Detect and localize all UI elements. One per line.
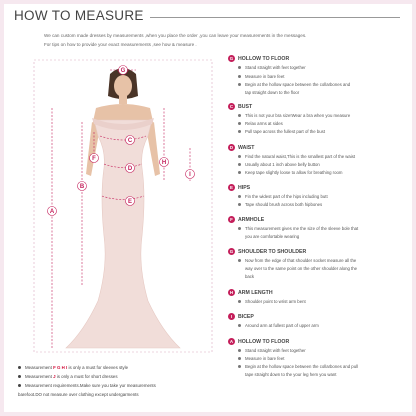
list-item: Measure in bare feet [238,74,284,79]
list-item-cont: back [245,274,255,279]
section-e-hips [228,184,250,191]
bullet-icon [238,300,241,303]
list-item: Around arm at fullest part of upper arm [238,323,319,328]
bullet-icon [18,366,21,369]
section-title: ARMHOLE [238,216,265,223]
bullet-icon [238,357,241,360]
section-c-bust [228,103,252,110]
section-f-armhole [228,216,264,223]
label-h: H [161,160,167,166]
list-item: Stand straight with feet together [238,348,306,353]
section-a-hollow-to-floor [228,338,289,345]
label-d: D [127,166,133,172]
note-barefoot: barefoot.DO not measure over clothing except undergarments [18,392,139,397]
list-item: This is not your bra size!Wear a bra when you measure [238,113,350,118]
label-b: B [79,184,85,190]
label-a: A [49,209,55,215]
section-title: BUST [238,103,253,110]
bullet-icon [238,365,241,368]
bullet-icon [238,130,241,133]
note-sleeves: Measurement F G H I is only a must for sleeves style [18,365,128,370]
list-item: Begin at the hollow space between the collarbones and [238,82,350,87]
list-item: Keep tape slightly loose to allow for breathing room [238,170,342,175]
red-letters: F G H I [53,365,68,370]
bullet-icon [18,375,21,378]
list-item: Measure in bare feet [238,356,284,361]
badge-i: I [228,313,235,320]
list-item-cont: tap straight down to the floor [245,90,300,95]
section-d-waist [228,144,254,151]
bullet-icon [238,195,241,198]
list-item: Now from the edge of that shoulder socket measure all the [238,258,356,263]
badge-h: H [229,290,234,295]
list-item: Tape should brush across both hipbones [238,202,322,207]
bullet-icon [238,155,241,158]
list-item: Relax arms at sides [238,121,283,126]
section-i-bicep [228,313,254,320]
label-g: G [120,68,126,74]
list-item: Pull tape across the fullest part of the bust [238,129,325,134]
red-letters: J [53,374,56,379]
bullet-icon [238,349,241,352]
badge-c: C [229,104,234,109]
bullet-icon [238,227,241,230]
bullet-icon [238,66,241,69]
bullet-icon [238,163,241,166]
list-item: Begin at the hollow space between the collarbones and pull [238,364,358,369]
section-title: HOLLOW TO FLOOR [238,55,290,62]
bullet-icon [238,259,241,262]
badge-e: E [228,184,235,191]
intro-line-2: For tips on how to provide your exact measurements ,see how & measure . [44,42,197,47]
note-short: Measurement J is only a must for short dresses [18,374,118,379]
section-g-hollow-to-floor [228,55,289,62]
section-title: HOLLOW TO FLOOR [238,338,290,345]
section-h-arm-length [228,289,273,296]
page-title: HOW TO MEASURE [14,8,144,23]
bullet-icon [238,83,241,86]
label-e: E [127,199,133,205]
label-c: C [127,138,133,144]
bullet-icon [238,171,241,174]
bullet-icon [238,203,241,206]
section-g-shoulder [228,248,306,255]
section-title: HIPS [238,184,251,191]
list-item: Stand straight with feet together [238,65,306,70]
bullet-icon [238,324,241,327]
section-title: ARM LENGTH [238,289,273,296]
section-title: BICEP [238,313,254,320]
bullet-icon [238,122,241,125]
badge-d: D [229,145,234,150]
label-f: F [92,156,96,162]
list-item-cont: you are comfortable wearing [245,234,300,239]
intro-line-1: We can custom made dresses by measurements ,when you place the order ,you can leave your measurements in the messages. [44,33,307,38]
list-item: Shoulder point to wrist arm bent [238,299,306,304]
list-item-cont: tape straight down to the your leg hem you want [245,372,337,377]
list-item: Fin the widest part of the hips including butt [238,194,328,199]
list-item: Find the natural waist,This is the smallest part of the waist [238,154,355,159]
badge-f: F [228,216,235,223]
list-item: This measurement gives me the size of the sleeve bole that [238,226,358,231]
note-requirements: Measurement requirements.Make sure you take yur measurements [18,383,156,388]
bullet-icon [238,75,241,78]
bullet-icon [238,114,241,117]
section-title: WAIST [238,144,255,151]
label-i: I [189,172,191,178]
bullet-icon [18,384,21,387]
badge-a: A [229,339,234,344]
list-item-cont: way over to the same point on the other shoulder along the [245,266,358,271]
list-item: Usually about 1 inch above belly button [238,162,320,167]
badge-g: G [229,56,234,61]
section-title: SHOULDER TO SHOULDER [238,248,307,255]
badge-g2: G [229,249,234,254]
